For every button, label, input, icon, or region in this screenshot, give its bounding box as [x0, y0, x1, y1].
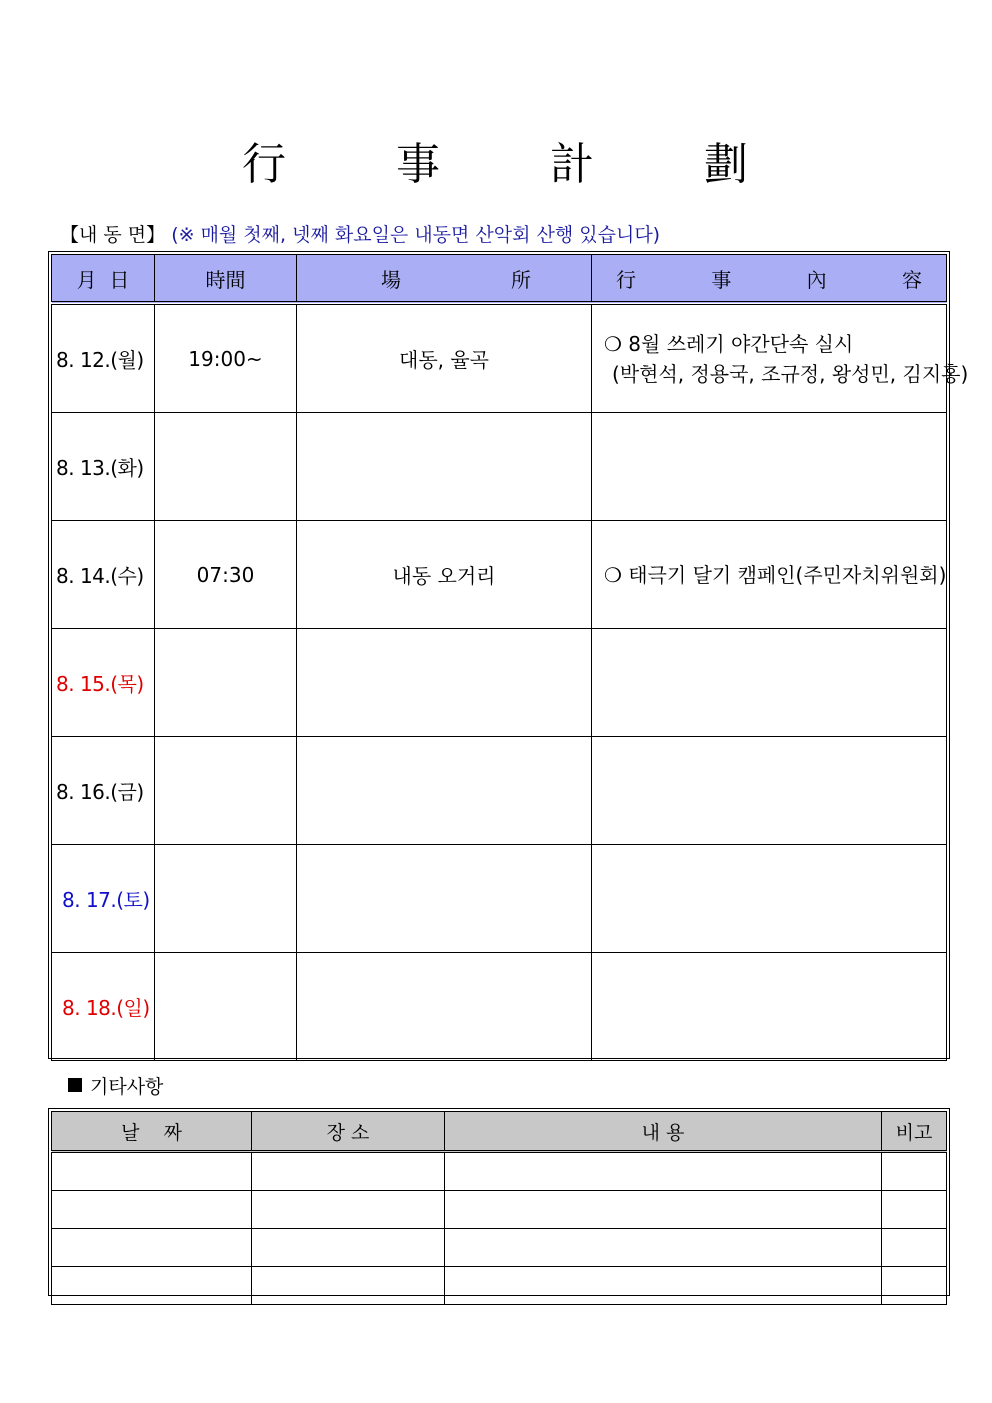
row-date: 8. 16.(금) [52, 737, 155, 845]
etc-header-date: 날 짜 [52, 1112, 252, 1152]
notice-note: (※ 매월 첫째, 넷째 화요일은 내동면 산악회 산행 있습니다) [171, 224, 661, 246]
page-title [0, 128, 992, 192]
title-char: 事 [396, 139, 442, 190]
row-time: 07:30 [155, 521, 297, 629]
row-date: 8. 12.(월) [52, 303, 155, 413]
etc-cell [252, 1191, 445, 1229]
table-row [52, 1152, 947, 1191]
row-event [592, 413, 947, 521]
event-line: (박현석, 정용국, 조규정, 왕성민, 김지홍) [612, 361, 969, 386]
etc-title-text: 기타사항 [90, 1076, 164, 1098]
schedule-header-row [52, 255, 947, 304]
header-time: 時間 [155, 255, 297, 304]
row-date: 8. 17.(토) [52, 845, 155, 953]
etc-table-frame [48, 1108, 950, 1296]
etc-cell [252, 1267, 445, 1305]
table-row [52, 1191, 947, 1229]
row-event [592, 521, 947, 629]
header-event-char: 行 [616, 267, 636, 292]
etc-section-title [68, 1072, 163, 1099]
table-row [52, 845, 947, 953]
event-line: ❍ 태극기 달기 캠페인(주민자치위원회) [604, 562, 947, 587]
header-place-char: 所 [511, 267, 531, 292]
etc-cell [882, 1229, 947, 1267]
row-place: 내동 오거리 [297, 521, 592, 629]
etc-cell [882, 1191, 947, 1229]
org-name: 【내 동 면】 [60, 224, 166, 246]
row-date: 8. 15.(목) [52, 629, 155, 737]
etc-cell [52, 1191, 252, 1229]
etc-header-note: 비고 [882, 1112, 947, 1152]
table-row [52, 1229, 947, 1267]
row-place [297, 737, 592, 845]
row-date: 8. 13.(화) [52, 413, 155, 521]
header-event [592, 255, 947, 304]
row-date: 8. 14.(수) [52, 521, 155, 629]
row-time [155, 845, 297, 953]
etc-cell [52, 1152, 252, 1191]
row-time: 19:00~ [155, 303, 297, 413]
title-char: 行 [242, 139, 288, 190]
row-date: 8. 18.(일) [52, 953, 155, 1061]
notice-line [60, 220, 660, 247]
table-row [52, 737, 947, 845]
schedule-table-frame [48, 251, 969, 1059]
row-event [592, 953, 947, 1061]
etc-cell [252, 1152, 445, 1191]
etc-cell [882, 1152, 947, 1191]
row-place [297, 953, 592, 1061]
etc-cell [445, 1152, 882, 1191]
row-event [592, 629, 947, 737]
header-event-char: 內 [806, 267, 827, 292]
header-date-char: 日 [109, 267, 130, 292]
row-time [155, 953, 297, 1061]
table-row [52, 303, 947, 413]
etc-cell [882, 1267, 947, 1305]
table-row [52, 953, 947, 1061]
schedule-table [51, 254, 969, 1061]
row-time [155, 413, 297, 521]
etc-cell [445, 1267, 882, 1305]
event-line: ❍ 8월 쓰레기 야간단속 실시 [604, 331, 854, 356]
etc-table [51, 1111, 947, 1305]
etc-cell [52, 1267, 252, 1305]
row-event [592, 845, 947, 953]
row-place [297, 845, 592, 953]
title-char: 計 [550, 139, 596, 190]
square-bullet-icon [68, 1078, 82, 1092]
table-row [52, 521, 947, 629]
table-row [52, 1267, 947, 1305]
row-place [297, 413, 592, 521]
header-event-char: 事 [711, 267, 732, 292]
row-place: 대동, 율곡 [297, 303, 592, 413]
header-date-char: 月 [76, 267, 97, 292]
title-char: 劃 [704, 139, 750, 190]
row-time [155, 737, 297, 845]
table-row [52, 629, 947, 737]
etc-header-row [52, 1112, 947, 1152]
header-place-char: 場 [381, 267, 401, 292]
etc-cell [52, 1229, 252, 1267]
etc-header-content: 내 용 [445, 1112, 882, 1152]
header-place [297, 255, 592, 304]
etc-cell [252, 1229, 445, 1267]
header-event-char: 容 [901, 267, 922, 292]
table-row [52, 413, 947, 521]
row-event [592, 303, 969, 413]
etc-header-place: 장 소 [252, 1112, 445, 1152]
etc-cell [445, 1229, 882, 1267]
header-date [52, 255, 155, 304]
row-time [155, 629, 297, 737]
row-place [297, 629, 592, 737]
etc-cell [445, 1191, 882, 1229]
row-event [592, 737, 947, 845]
